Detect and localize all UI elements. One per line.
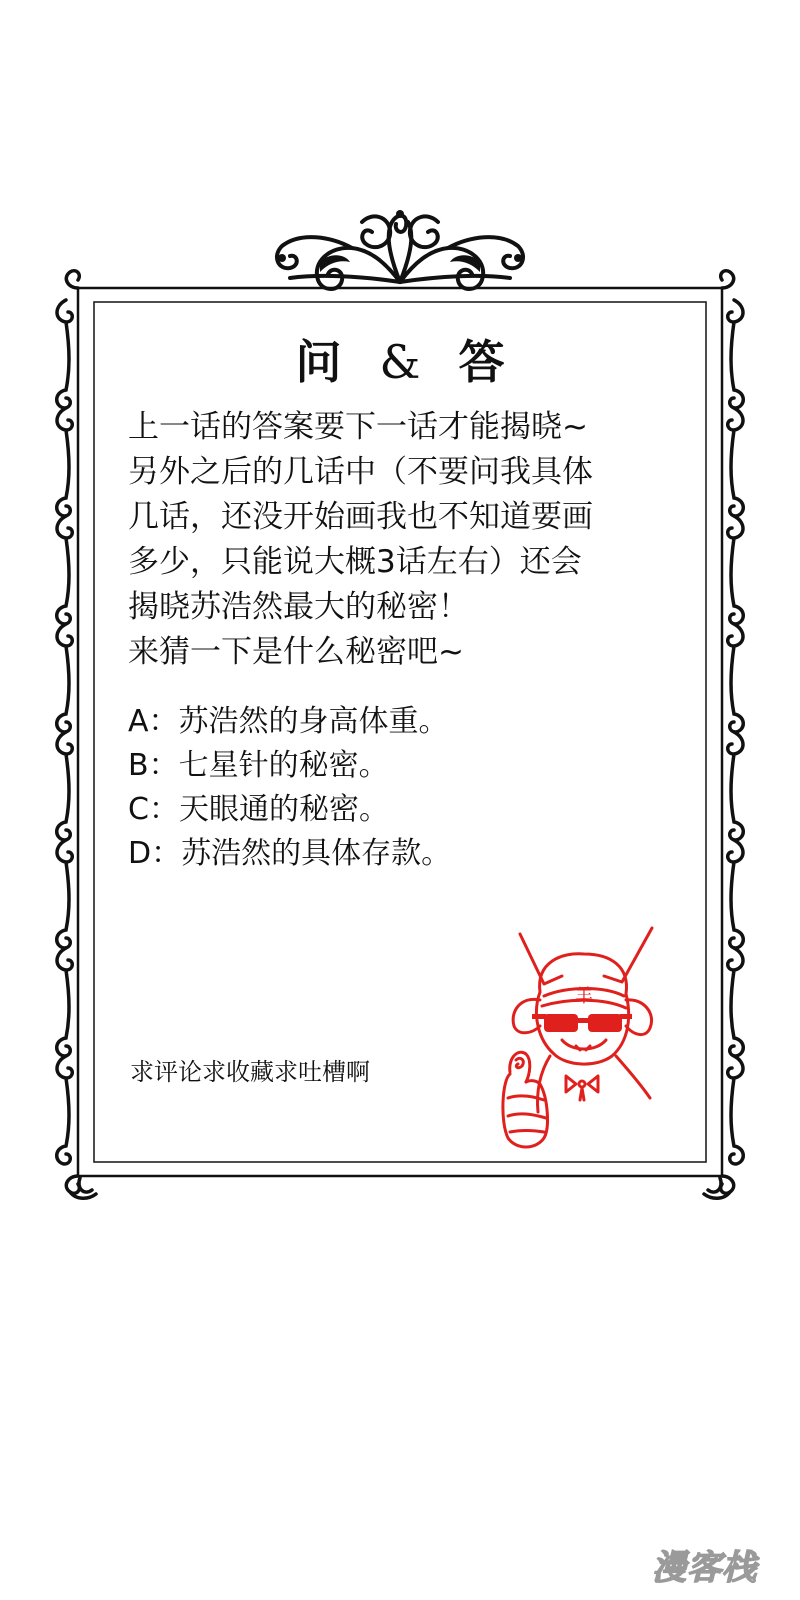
title-ampersand: & (379, 335, 421, 389)
headband-character: 羊 (575, 986, 593, 1007)
answer-options (128, 700, 648, 876)
title-answer: 答 (458, 335, 505, 389)
right-scrolls (728, 300, 744, 1164)
bottom-flourish (70, 1192, 730, 1198)
intro-paragraph (128, 405, 688, 675)
crown-ornament (277, 216, 523, 289)
goat-mascot-thumbs-up (492, 922, 672, 1162)
page-title (0, 326, 800, 392)
sunglasses-icon (532, 1014, 632, 1032)
intro-line: 上一话的答案要下一话才能揭晓~ (128, 409, 588, 445)
intro-line: 揭晓苏浩然最大的秘密！ (128, 589, 469, 625)
option-d: D：苏浩然的具体存款。 (128, 836, 452, 871)
intro-line: 另外之后的几话中（不要问我具体 (128, 454, 593, 490)
option-a: A：苏浩然的身高体重。 (128, 704, 449, 739)
option-b: B：七星针的秘密。 (128, 748, 389, 783)
left-scrolls (57, 300, 73, 1164)
title-question: 问 (295, 335, 342, 389)
crown-ornament-fill (278, 210, 522, 272)
site-watermark-logo: 漫客栈 (652, 1548, 757, 1588)
option-c: C：天眼通的秘密。 (128, 792, 389, 827)
intro-line: 来猜一下是什么秘密吧~ (128, 634, 464, 670)
intro-line: 多少，只能说大概3话左右）还会 (128, 544, 582, 580)
request-comments-text: 求评论求收藏求吐槽啊 (130, 1058, 370, 1086)
intro-line: 几话，还没开始画我也不知道要画 (128, 499, 593, 535)
